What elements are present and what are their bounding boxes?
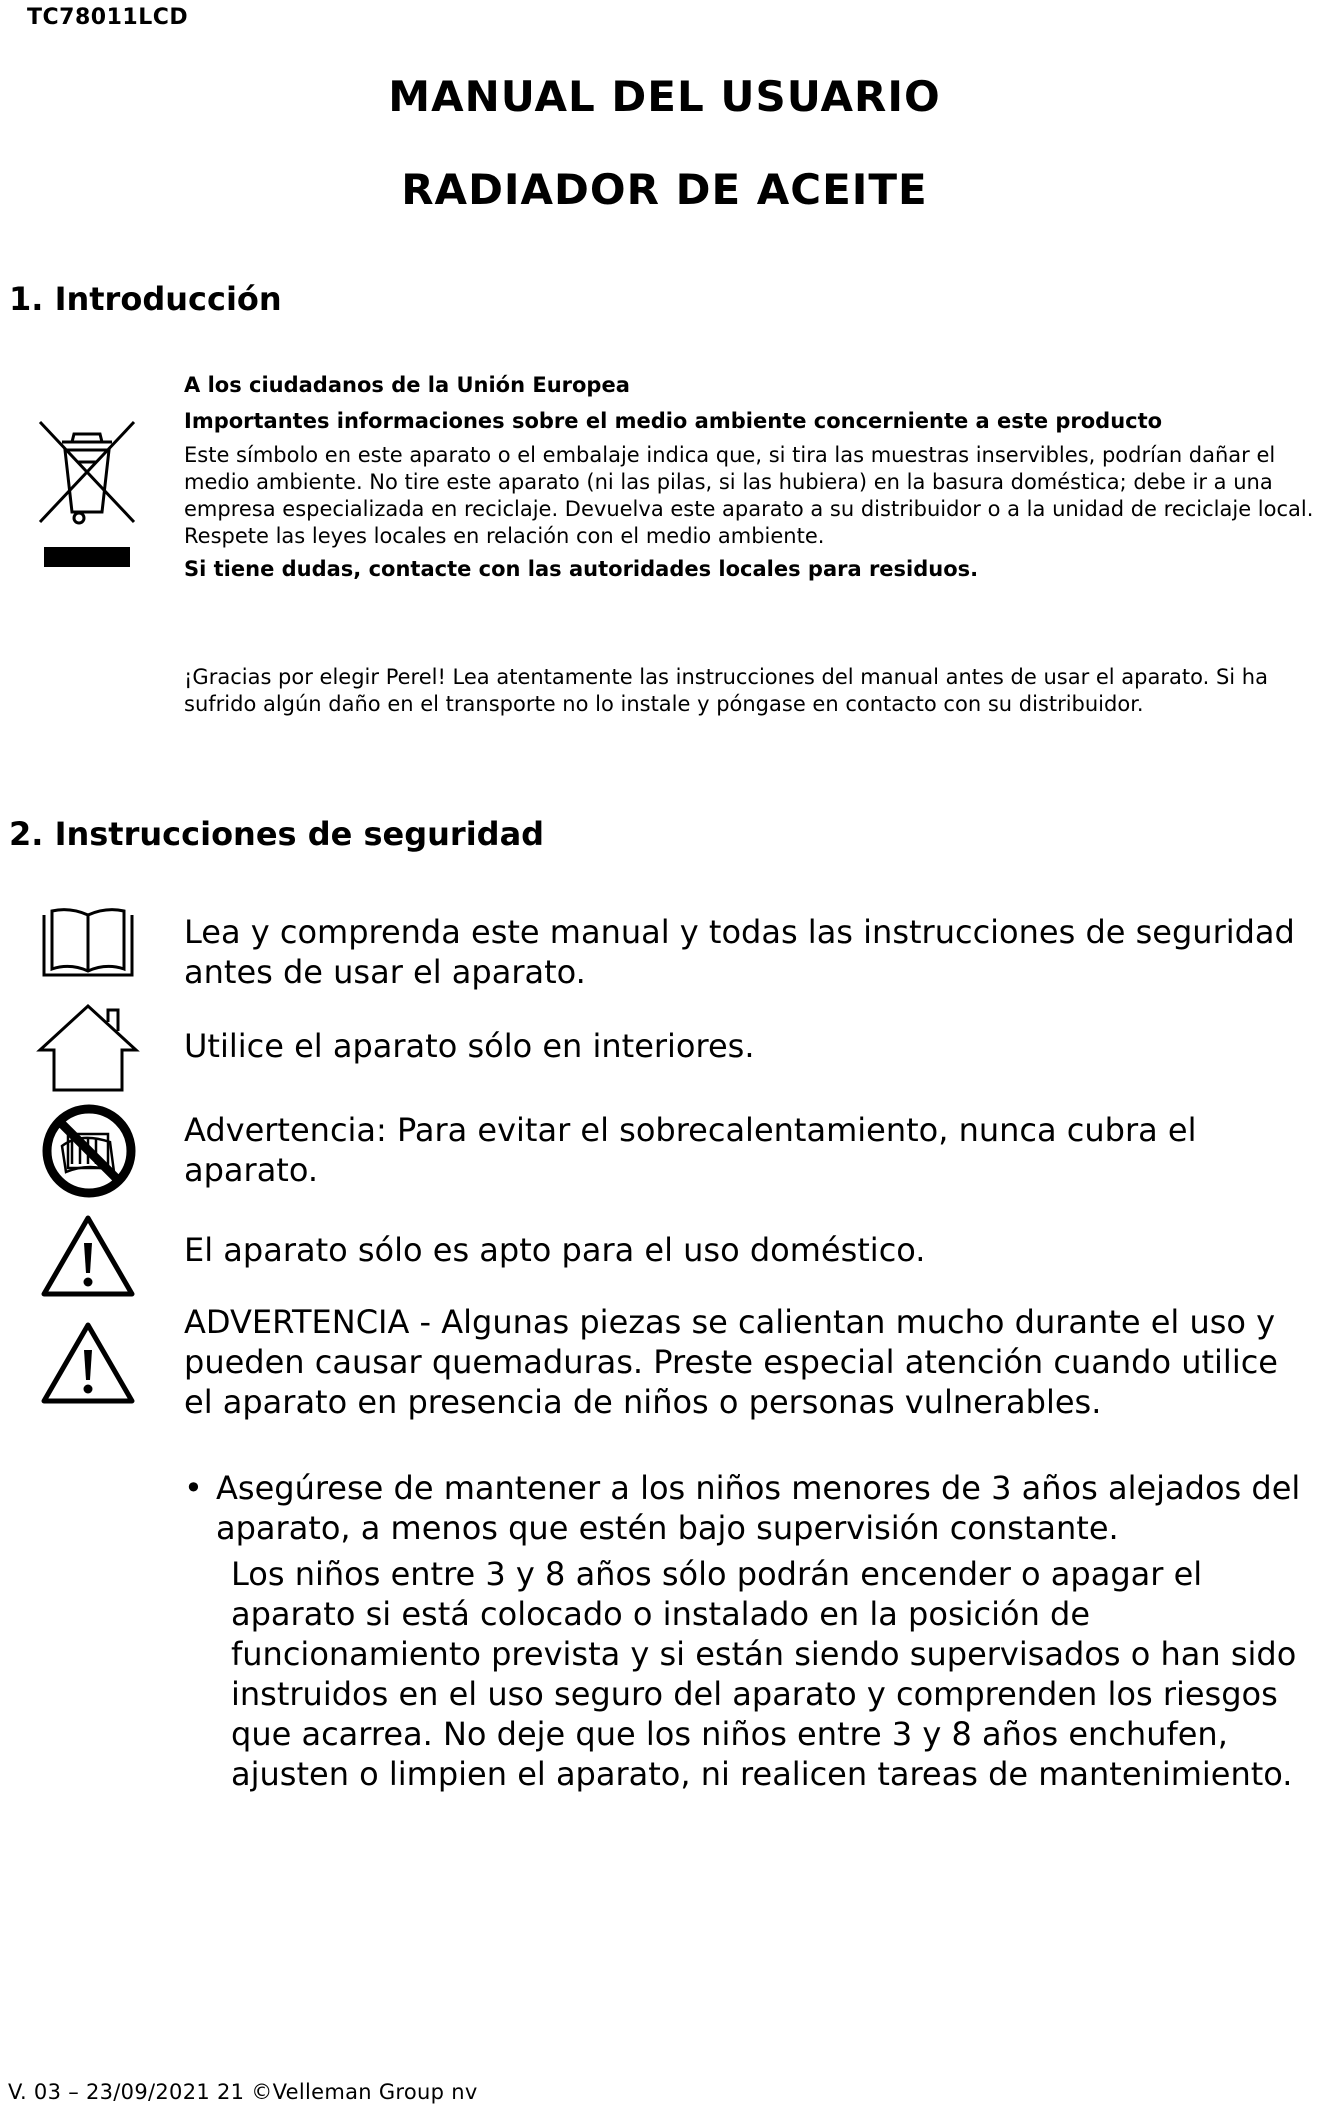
- weee-crossed-bin-icon: [32, 412, 142, 572]
- bullet-text: Asegúrese de mantener a los niños menores de 3 años alejados del aparato, a menos que estén bajo supervisión constante.: [216, 1469, 1301, 1547]
- document-title: MANUAL DEL USUARIO: [388, 72, 941, 121]
- eu-contact: Si tiene dudas, contacte con las autoridades locales para residuos.: [184, 557, 979, 581]
- page-footer: V. 03 – 23/09/2021 21 ©Velleman Group nv: [8, 2080, 478, 2104]
- section-heading-safety: 2. Instrucciones de seguridad: [9, 815, 545, 853]
- warning-triangle-icon: [40, 1213, 136, 1299]
- eu-heading: A los ciudadanos de la Unión Europea: [184, 373, 630, 397]
- bullet-continuation: Los niños entre 3 y 8 años sólo podrán encender o apagar el aparato si está colocado o instalado en la posición de funcionamiento prevista y si están siendo supervisados o han sido instruidos en el uso seguro del aparato y comprenden los riesgos que acarrea. No deje que los niños entre 3 y 8 años enchufen, ajusten o limpien el aparato, ni realicen tareas de mantenimiento.: [231, 1555, 1297, 1793]
- eu-environment-block: [184, 372, 1314, 583]
- safety-item-do-not-cover: Advertencia: Para evitar el sobrecalentamiento, nunca cubra el aparato.: [184, 1111, 1197, 1189]
- safety-item-household-use: El aparato sólo es apto para el uso doméstico.: [184, 1231, 926, 1269]
- do-not-cover-icon: [40, 1102, 138, 1200]
- safety-item-indoor-use: Utilice el aparato sólo en interiores.: [184, 1027, 755, 1065]
- safety-item-read-manual: Lea y comprenda este manual y todas las instrucciones de seguridad antes de usar el aparato.: [184, 913, 1295, 991]
- indoor-house-icon: [36, 1002, 140, 1094]
- bullet-marker: •: [184, 1469, 203, 1507]
- section-heading-introduction: 1. Introducción: [9, 280, 282, 318]
- children-warning-bullet: [184, 1468, 1314, 1794]
- document-subtitle: RADIADOR DE ACEITE: [401, 165, 928, 214]
- manual-book-icon: [40, 905, 136, 983]
- thanks-paragraph: ¡Gracias por elegir Perel! Lea atentamente las instrucciones del manual antes de usar el aparato. Si ha sufrido algún daño en el transporte no lo instale y póngase en contacto con su distribuidor.: [184, 665, 1268, 716]
- warning-triangle-icon: [40, 1320, 136, 1406]
- eu-subheading: Importantes informaciones sobre el medio ambiente concerniente a este producto: [184, 409, 1163, 433]
- model-number: TC78011LCD: [27, 5, 189, 30]
- eu-body: Este símbolo en este aparato o el embalaje indica que, si tira las muestras inservibles, podrían dañar el medio ambiente. No tire este aparato (ni las pilas, si las hubiera) en la basura doméstica; debe ir a una empresa especializada en reciclaje. Devuelva este aparato a su distribuidor o a la unidad de reciclaje local. Respete las leyes locales en relación con el medio ambiente.: [184, 443, 1314, 548]
- safety-item-hot-surfaces: ADVERTENCIA - Algunas piezas se calientan mucho durante el uso y pueden causar quemaduras. Preste especial atención cuando utilice el aparato en presencia de niños o personas vulnerables.: [184, 1303, 1278, 1421]
